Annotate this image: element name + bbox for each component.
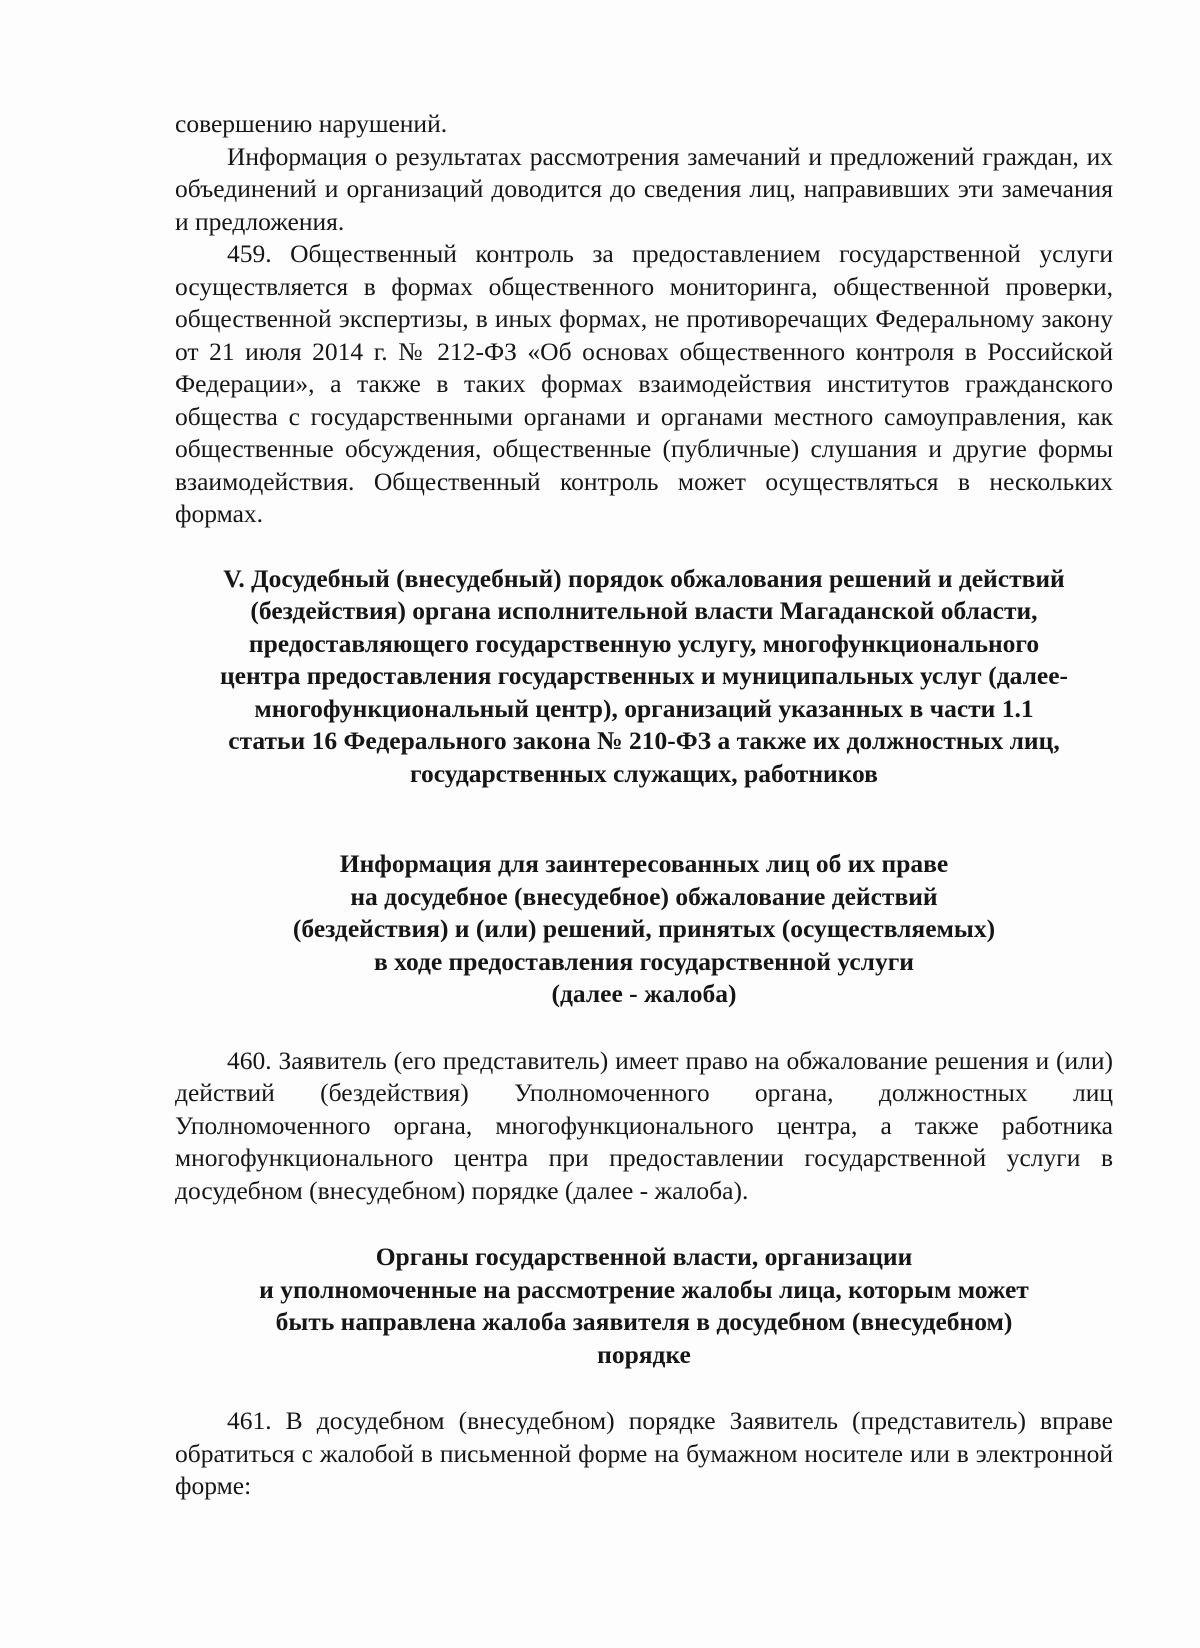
paragraph-460: 460. Заявитель (его представитель) имеет право на обжалование решения и (или) действий (бездействия) Уполномоченного органа, должностных лиц Уполномоченного органа, многофункционального центра, а также работника многофункционального центра при предоставлении государственной услуги в досудебном (внесудебном) порядке (далее - жалоба). [175, 1045, 1113, 1205]
document-body [175, 108, 1113, 1503]
section-v-heading-line: (бездействия) органа исполнительной власти Магаданской области, [250, 596, 1038, 625]
spacer [175, 1371, 1113, 1405]
section-v-heading-line: государственных служащих, работников [410, 758, 878, 788]
subheading-line: (далее - жалоба) [551, 979, 737, 1008]
subheading-line: порядке [597, 1339, 691, 1369]
section-v-heading [175, 563, 1113, 791]
paragraph-continuation: совершению нарушений. [175, 109, 448, 138]
subheading-complaint-info [175, 848, 1113, 1011]
spacer [175, 1011, 1113, 1045]
spacer [175, 790, 1113, 848]
subheading-line: Информация для заинтересованных лиц об их праве [339, 849, 949, 878]
paragraph-information: Информация о результатах рассмотрения замечаний и предложений граждан, их объединений и организаций доводится до сведения лиц, направивших эти замечания и предложения. [175, 141, 1113, 236]
section-v-heading-line: предоставляющего государственную услугу, многофункционального [248, 628, 1040, 658]
section-v-heading-line: статьи 16 Федерального закона № 210-ФЗ а также их должностных лиц, [228, 726, 1060, 755]
spacer [175, 531, 1113, 563]
spacer [175, 1207, 1113, 1241]
subheading-line: на досудебное (внесудебное) обжалование действий [350, 881, 938, 911]
paragraph-459: 459. Общественный контроль за предоставлением государственной услуги осуществляется в формах общественного мониторинга, общественной проверки, общественной экспертизы, в иных формах, не противоречащих Федеральному закону от 21 июля 2014 г. № 212-ФЗ «Об основах общественного контроля в Российской Федерации», а также в таких формах взаимодействия институтов гражданского общества с государственными органами и органами местного самоуправления, как общественные обсуждения, общественные (публичные) слушания и другие формы взаимодействия. Общественный контроль может осуществляться в нескольких формах. [175, 239, 1113, 528]
section-v-heading-line: центра предоставления государственных и муниципальных услуг (далее- [219, 661, 1069, 690]
subheading-line: быть направлена жалоба заявителя в досудебном (внесудебном) [275, 1307, 1013, 1336]
section-v-heading-line: V. Досудебный (внесудебный) порядок обжалования решений и действий [223, 563, 1065, 593]
paragraph-461: 461. В досудебном (внесудебном) порядке Заявитель (представитель) вправе обратиться с жалобой в письменной форме на бумажном носителе или в электронной форме: [175, 1406, 1113, 1500]
section-v-heading-line: многофункциональный центр), организаций указанных в части 1.1 [254, 693, 1034, 723]
subheading-line: (бездействия) и (или) решений, принятых (осуществляемых) [292, 914, 996, 943]
subheading-line: Органы государственной власти, организации [375, 1242, 913, 1271]
subheading-organs [175, 1241, 1113, 1371]
subheading-line: в ходе предоставления государственной услуги [374, 946, 914, 976]
subheading-line: и уполномоченные на рассмотрение жалобы лица, которым может [259, 1274, 1029, 1304]
